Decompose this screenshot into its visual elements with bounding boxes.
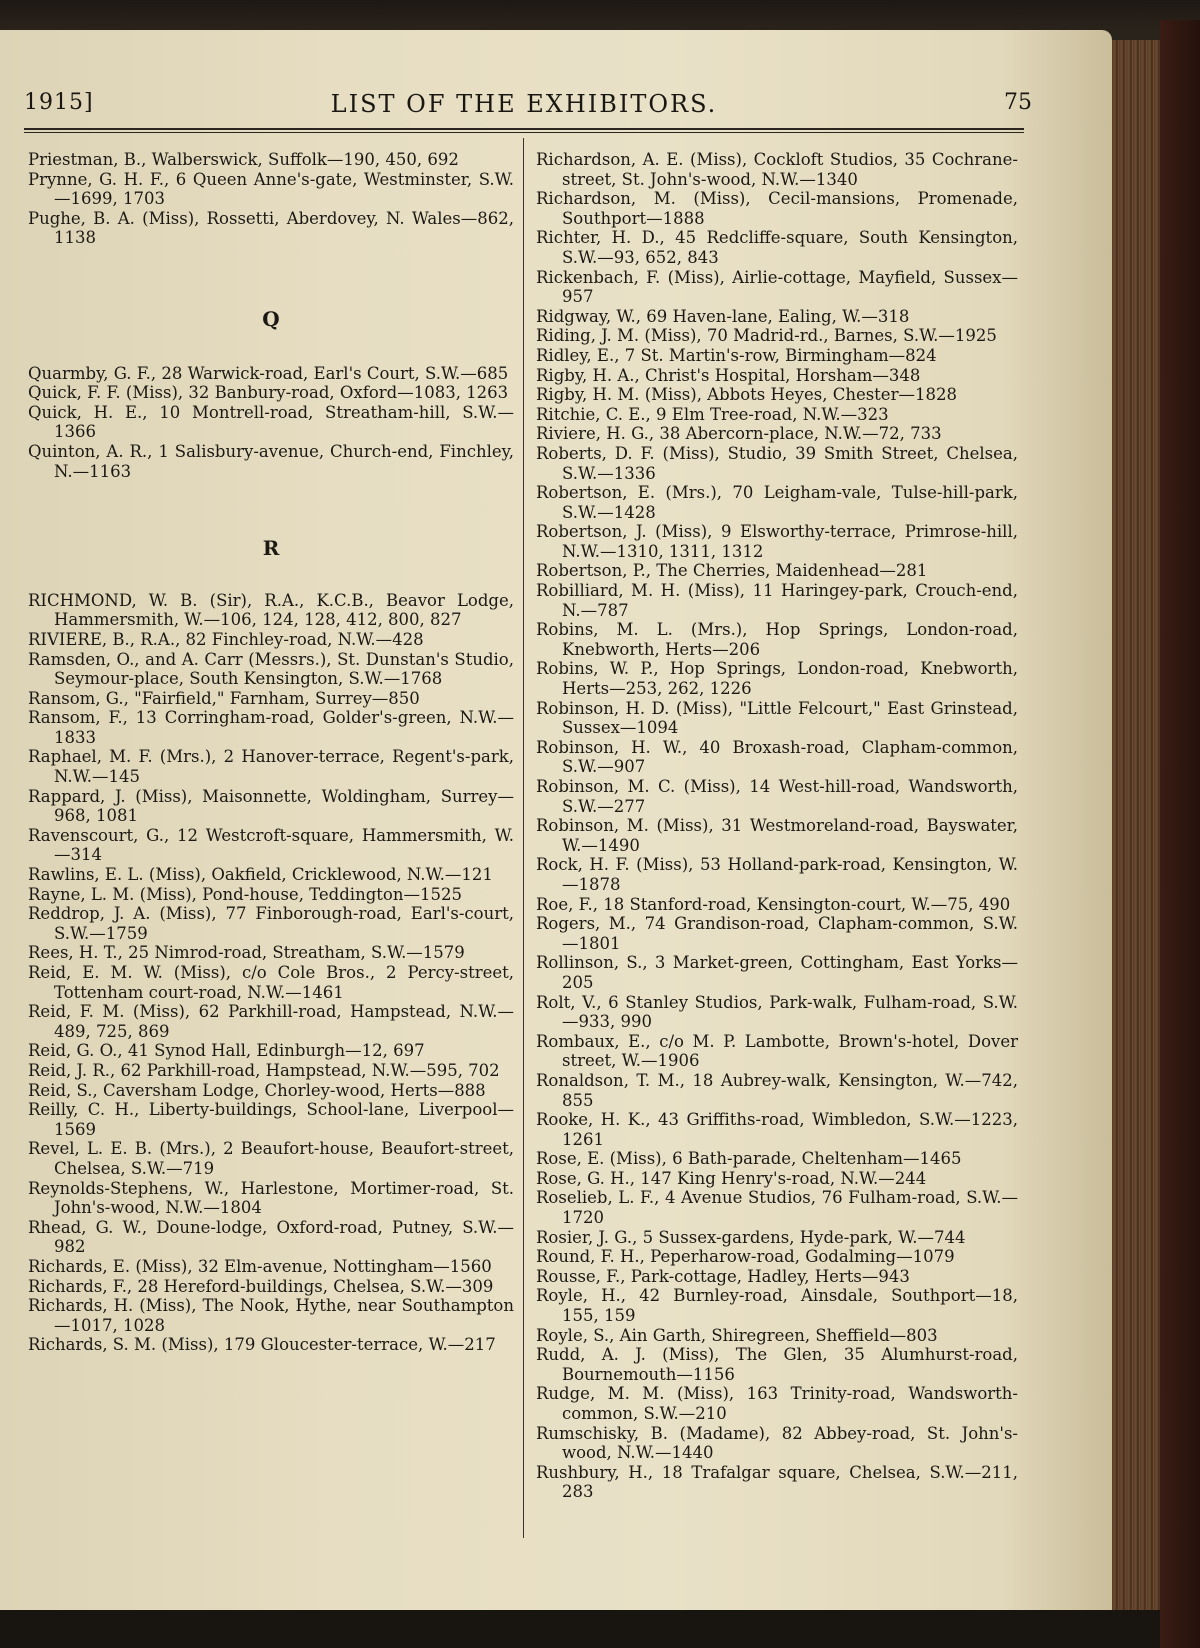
list-item: Royle, S., Ain Garth, Shiregreen, Sheffield—803 xyxy=(536,1325,938,1345)
list-item: Ransom, F., 13 Corringham-road, Golder's-green, N.W.—1833 xyxy=(28,708,514,747)
list-item: Richards, S. M. (Miss), 179 Gloucester-terrace, W.—217 xyxy=(28,1335,496,1355)
list-item: Robilliard, M. H. (Miss), 11 Haringey-park, Crouch-end, N.—787 xyxy=(536,581,1018,620)
section-heading-q: Q xyxy=(262,306,280,331)
list-item: Pughe, B. A. (Miss), Rossetti, Aberdovey, N. Wales—862, 1138 xyxy=(28,208,514,248)
r-entries xyxy=(28,591,514,1355)
list-item: Quick, H. E., 10 Montrell-road, Streatham-hill, S.W.—1366 xyxy=(28,402,514,442)
list-item: Ravenscourt, G., 12 Westcroft-square, Hammersmith, W.—314 xyxy=(28,825,514,865)
list-item: Reid, F. M. (Miss), 62 Parkhill-road, Hampstead, N.W.—489, 725, 869 xyxy=(28,1002,514,1041)
list-item: Rolt, V., 6 Stanley Studios, Park-walk, Fulham-road, S.W.—933, 990 xyxy=(536,992,1018,1032)
list-item: Roe, F., 18 Stanford-road, Kensington-court, W.—75, 490 xyxy=(536,894,1011,914)
list-item: Roberts, D. F. (Miss), Studio, 39 Smith Street, Chelsea, S.W.—1336 xyxy=(536,443,1018,483)
list-item: Rayne, L. M. (Miss), Pond-house, Teddington—1525 xyxy=(28,884,462,904)
list-item: Rushbury, H., 18 Trafalgar square, Chelsea, S.W.—211, 283 xyxy=(536,1462,1018,1502)
q-entries xyxy=(28,364,514,482)
list-item: Quick, F. F. (Miss), 32 Banbury-road, Oxford—1083, 1263 xyxy=(28,383,509,403)
list-item: Rousse, F., Park-cottage, Hadley, Herts—943 xyxy=(536,1266,910,1286)
page-number: 75 xyxy=(1004,90,1032,115)
list-item: Reid, G. O., 41 Synod Hall, Edinburgh—12, 697 xyxy=(28,1041,425,1061)
list-item: Rees, H. T., 25 Nimrod-road, Streatham, S.W.—1579 xyxy=(28,943,465,963)
list-item: Rickenbach, F. (Miss), Airlie-cottage, Mayfield, Sussex—957 xyxy=(536,267,1018,307)
list-item: Rumschisky, B. (Madame), 82 Abbey-road, St. John's-wood, N.W.—1440 xyxy=(536,1423,1018,1463)
list-item: Reynolds-Stephens, W., Harlestone, Mortimer-road, St. John's-wood, N.W.—1804 xyxy=(28,1178,514,1218)
list-item: Quinton, A. R., 1 Salisbury-avenue, Church-end, Finchley, N.—1163 xyxy=(28,441,514,481)
list-item: Rose, E. (Miss), 6 Bath-parade, Cheltenham—1465 xyxy=(536,1149,962,1169)
list-item: Rooke, H. K., 43 Griffiths-road, Wimbledon, S.W.—1223, 1261 xyxy=(536,1110,1018,1149)
list-item: Ramsden, O., and A. Carr (Messrs.), St. Dunstan's Studio, Seymour-place, South Kensington, S.W.—1768 xyxy=(28,649,514,689)
list-item: Roselieb, L. F., 4 Avenue Studios, 76 Fulham-road, S.W.—1720 xyxy=(536,1188,1018,1228)
list-item: Robins, W. P., Hop Springs, London-road, Knebworth, Herts—253, 262, 1226 xyxy=(536,659,1018,699)
book-cover-edge xyxy=(1160,20,1200,1648)
list-item: Rogers, M., 74 Grandison-road, Clapham-common, S.W.—1801 xyxy=(536,914,1018,953)
list-item: Robinson, H. W., 40 Broxash-road, Clapham-common, S.W.—907 xyxy=(536,737,1018,777)
list-item: Rock, H. F. (Miss), 53 Holland-park-road, Kensington, W.—1878 xyxy=(536,855,1018,894)
list-item: Richards, E. (Miss), 32 Elm-avenue, Nottingham—1560 xyxy=(28,1256,492,1276)
list-item: Riding, J. M. (Miss), 70 Madrid-rd., Barnes, S.W.—1925 xyxy=(536,326,997,346)
page-title: LIST OF THE EXHIBITORS. xyxy=(330,90,718,118)
list-item: Robertson, E. (Mrs.), 70 Leigham-vale, Tulse-hill-park, S.W.—1428 xyxy=(536,483,1018,522)
running-header xyxy=(24,90,1032,130)
list-item: Rudge, M. M. (Miss), 163 Trinity-road, Wandsworth-common, S.W.—210 xyxy=(536,1384,1018,1423)
list-item: Robinson, M. (Miss), 31 Westmoreland-road, Bayswater, W.—1490 xyxy=(536,816,1018,855)
list-item: Reddrop, J. A. (Miss), 77 Finborough-road, Earl's-court, S.W.—1759 xyxy=(28,904,514,943)
list-item: Robinson, M. C. (Miss), 14 West-hill-road, Wandsworth, S.W.—277 xyxy=(536,777,1018,816)
list-item: Revel, L. E. B. (Mrs.), 2 Beaufort-house, Beaufort-street, Chelsea, S.W.—719 xyxy=(28,1139,514,1178)
list-item: Ridley, E., 7 St. Martin's-row, Birmingham—824 xyxy=(536,345,937,365)
list-item: Robertson, P., The Cherries, Maidenhead—281 xyxy=(536,561,928,581)
page-edges xyxy=(1112,40,1160,1610)
list-item: Rigby, H. A., Christ's Hospital, Horsham—348 xyxy=(536,365,921,385)
list-item: Rose, G. H., 147 King Henry's-road, N.W.—244 xyxy=(536,1168,927,1188)
list-item: Reid, E. M. W. (Miss), c/o Cole Bros., 2 Percy-street, Tottenham court-road, N.W.—1461 xyxy=(28,963,514,1002)
list-item: Richardson, A. E. (Miss), Cockloft Studios, 35 Cochrane-street, St. John's-wood, N.W.—1340 xyxy=(536,150,1018,189)
list-item: Prynne, G. H. F., 6 Queen Anne's-gate, Westminster, S.W.—1699, 1703 xyxy=(28,169,514,209)
list-item: Reid, S., Caversham Lodge, Chorley-wood, Herts—888 xyxy=(28,1080,486,1100)
list-item: Rigby, H. M. (Miss), Abbots Heyes, Chester—1828 xyxy=(536,385,957,405)
list-item: Rombaux, E., c/o M. P. Lambotte, Brown's-hotel, Dover street, W.—1906 xyxy=(536,1031,1018,1071)
list-item: Riviere, H. G., 38 Abercorn-place, N.W.—72, 733 xyxy=(536,424,942,444)
list-item: Priestman, B., Walberswick, Suffolk—190, 450, 692 xyxy=(28,150,459,169)
year-label: 1915] xyxy=(24,90,94,115)
list-item: Richardson, M. (Miss), Cecil-mansions, Promenade, Southport—1888 xyxy=(536,189,1018,228)
list-item: Reilly, C. H., Liberty-buildings, School-lane, Liverpool—1569 xyxy=(28,1100,514,1139)
list-item: Ransom, G., "Fairfield," Farnham, Surrey—850 xyxy=(28,688,420,708)
list-item: RICHMOND, W. B. (Sir), R.A., K.C.B., Beavor Lodge, Hammersmith, W.—106, 124, 128, 412, 800, 827 xyxy=(28,590,514,630)
list-item: Richards, H. (Miss), The Nook, Hythe, near Southampton—1017, 1028 xyxy=(28,1296,514,1335)
list-item: Robinson, H. D. (Miss), "Little Felcourt," East Grinstead, Sussex—1094 xyxy=(536,698,1018,738)
list-item: Richter, H. D., 45 Redcliffe-square, South Kensington, S.W.—93, 652, 843 xyxy=(536,228,1018,267)
p-entries xyxy=(28,150,514,248)
list-item: Robertson, J. (Miss), 9 Elsworthy-terrace, Primrose-hill, N.W.—1310, 1311, 1312 xyxy=(536,522,1018,561)
column-divider xyxy=(523,138,524,1538)
list-item: Raphael, M. F. (Mrs.), 2 Hanover-terrace, Regent's-park, N.W.—145 xyxy=(28,747,514,787)
list-item: Round, F. H., Peperharow-road, Godalming—1079 xyxy=(536,1247,955,1267)
section-heading-r: R xyxy=(262,536,280,561)
list-item: Rudd, A. J. (Miss), The Glen, 35 Alumhurst-road, Bournemouth—1156 xyxy=(536,1345,1018,1384)
list-item: Reid, J. R., 62 Parkhill-road, Hampstead, N.W.—595, 702 xyxy=(28,1060,500,1080)
list-item: Rosier, J. G., 5 Sussex-gardens, Hyde-park, W.—744 xyxy=(536,1227,966,1247)
list-item: Richards, F., 28 Hereford-buildings, Chelsea, S.W.—309 xyxy=(28,1276,494,1296)
list-item: Royle, H., 42 Burnley-road, Ainsdale, Southport—18, 155, 159 xyxy=(536,1286,1018,1326)
list-item: RIVIERE, B., R.A., 82 Finchley-road, N.W.—428 xyxy=(28,629,424,649)
list-item: Rawlins, E. L. (Miss), Oakfield, Cricklewood, N.W.—121 xyxy=(28,865,493,885)
header-rule-thin xyxy=(24,132,1024,133)
right-column xyxy=(536,150,1018,1502)
list-item: Ridgway, W., 69 Haven-lane, Ealing, W.—318 xyxy=(536,306,910,326)
left-column xyxy=(28,150,514,1355)
list-item: Robins, M. L. (Mrs.), Hop Springs, London-road, Knebworth, Herts—206 xyxy=(536,620,1018,659)
list-item: Rhead, G. W., Doune-lodge, Oxford-road, Putney, S.W.—982 xyxy=(28,1217,514,1257)
list-item: Ronaldson, T. M., 18 Aubrey-walk, Kensington, W.—742, 855 xyxy=(536,1070,1018,1110)
header-rule xyxy=(24,128,1024,130)
list-item: Quarmby, G. F., 28 Warwick-road, Earl's Court, S.W.—685 xyxy=(28,363,509,383)
list-item: Rappard, J. (Miss), Maisonnette, Woldingham, Surrey—968, 1081 xyxy=(28,786,514,826)
list-item: Rollinson, S., 3 Market-green, Cottingham, East Yorks—205 xyxy=(536,953,1018,992)
list-item: Ritchie, C. E., 9 Elm Tree-road, N.W.—323 xyxy=(536,404,889,424)
